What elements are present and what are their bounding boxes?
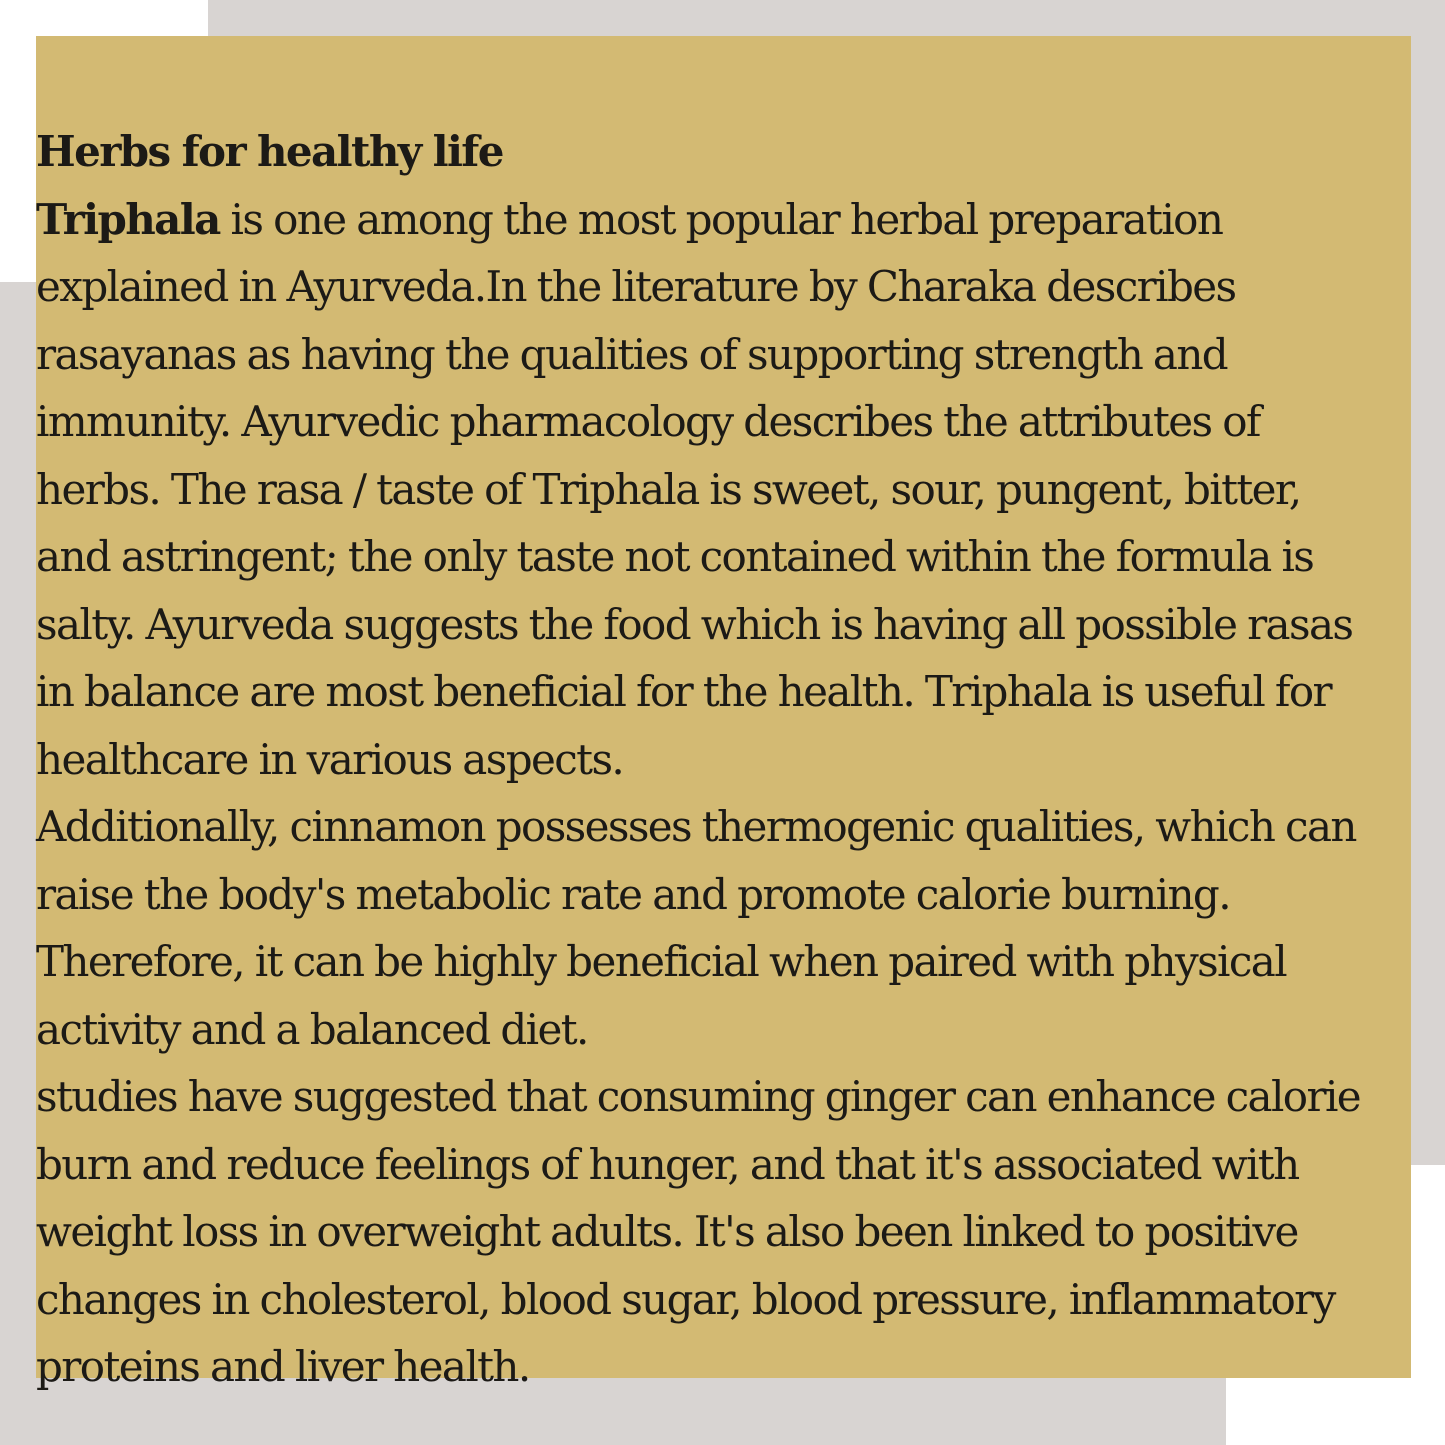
- paragraph-2-line: Therefore, it can be highly beneficial when paired with physical: [36, 937, 1287, 986]
- paragraph-2-line: Additionally, cinnamon possesses thermogenic qualities, which can: [36, 802, 1356, 851]
- paragraph-1-line: immunity. Ayurvedic pharmacology describes the attributes of: [36, 397, 1260, 446]
- paragraph-1-line: in balance are most beneficial for the health. Triphala is useful for: [36, 667, 1332, 716]
- triphala-term: Triphala: [36, 194, 220, 244]
- paragraph-3-line: changes in cholesterol, blood sugar, blood pressure, inflammatory: [36, 1274, 1335, 1324]
- paragraph-1-line: and astringent; the only taste not contained within the formula is: [36, 532, 1314, 581]
- paragraph-3-line: proteins and liver health.: [36, 1342, 530, 1391]
- paragraph-1-line: rasayanas as having the qualities of supporting strength and: [36, 329, 1228, 379]
- paragraph-1-line-1-rest: is one among the most popular herbal preparation: [219, 194, 1223, 244]
- paragraph-1-line: herbs. The rasa / taste of Triphala is sweet, sour, pungent, bitter,: [36, 464, 1301, 514]
- paragraph-3-line: studies have suggested that consuming ginger can enhance calorie: [36, 1072, 1361, 1121]
- paragraph-1-line: healthcare in various aspects.: [36, 734, 624, 784]
- paragraph-1-line-1: [36, 186, 1411, 254]
- paragraph-3-line: burn and reduce feelings of hunger, and that it's associated with: [36, 1139, 1299, 1189]
- paragraph-2-line: activity and a balanced diet.: [36, 1004, 588, 1054]
- paragraph-1-line: salty. Ayurveda suggests the food which is having all possible rasas: [36, 599, 1353, 649]
- article-text: [36, 118, 1411, 1401]
- content-card: [36, 36, 1411, 1391]
- paragraph-1-line: explained in Ayurveda.In the literature by Charaka describes: [36, 262, 1236, 311]
- article-heading: Herbs for healthy life: [36, 127, 503, 176]
- paragraph-2-line: raise the body's metabolic rate and promote calorie burning.: [36, 869, 1230, 919]
- paragraph-3-line: weight loss in overweight adults. It's also been linked to positive: [36, 1207, 1298, 1256]
